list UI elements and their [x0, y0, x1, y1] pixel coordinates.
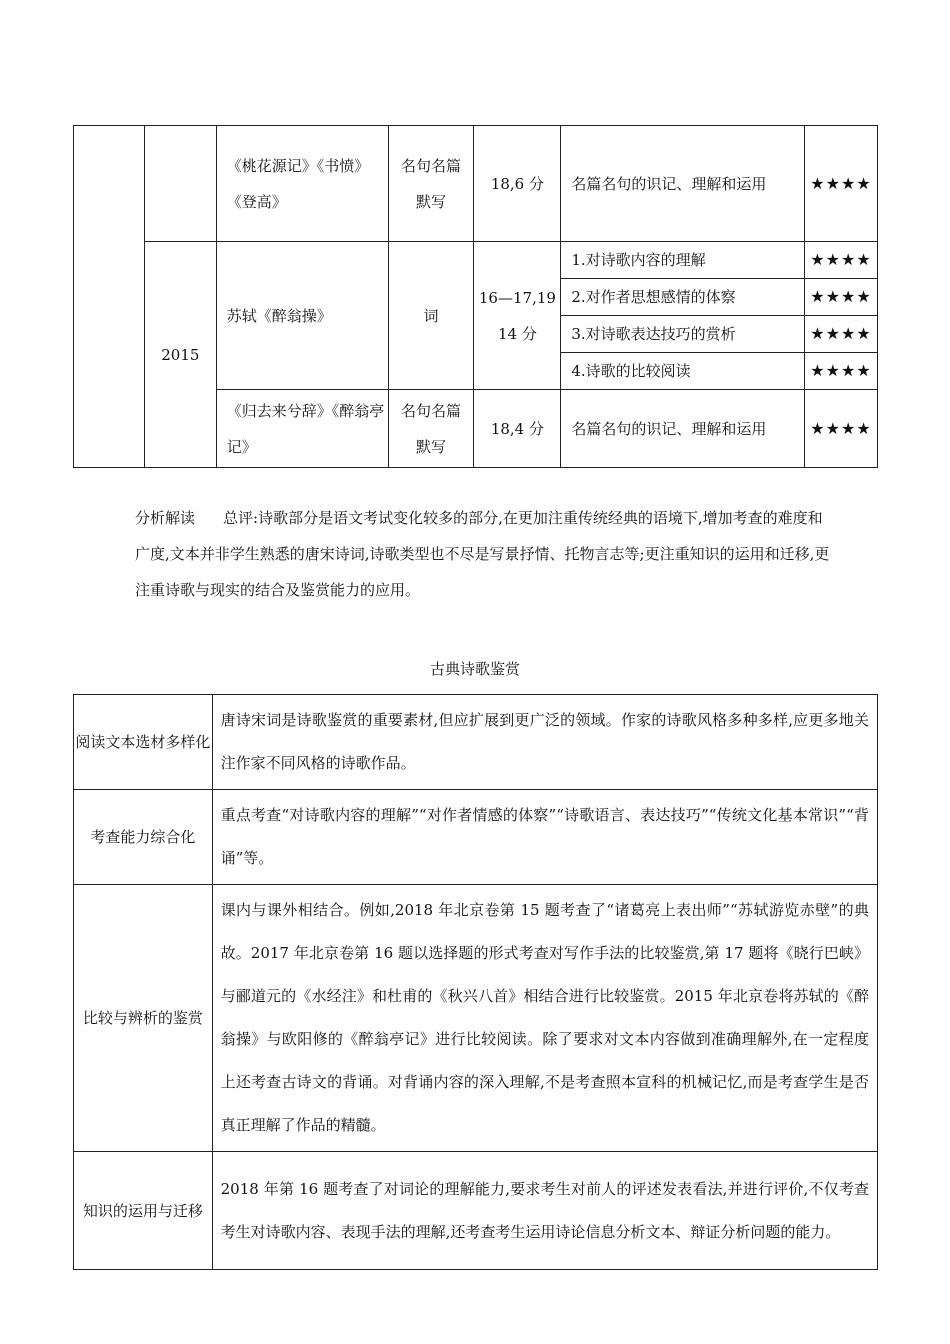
text-cell: 《桃花源记》《书愤》 《登高》 [216, 126, 388, 242]
exam-table [73, 125, 878, 468]
text-cell: 苏轼《醉翁操》 [216, 242, 388, 390]
analysis-paragraph [135, 500, 835, 608]
content-cell: 1.对诗歌内容的理解 [561, 242, 805, 279]
stars-cell: ★★★★ [804, 353, 877, 390]
stars-cell: ★★★★ [804, 126, 877, 242]
content-cell: 名篇名句的识记、理解和运用 [561, 390, 805, 468]
poetry-table [73, 694, 878, 1270]
type-cell: 名句名篇默写 [388, 390, 474, 468]
content-cell: 2.对作者思想感情的体察 [561, 279, 805, 316]
analysis-text: 总评:诗歌部分是语文考试变化较多的部分,在更加注重传统经典的语境下,增加考查的难度和广度,文本并非学生熟悉的唐宋诗词,诗歌类型也不尽是写景抒情、托物言志等;更注重知识的运用和迁移,更注重诗歌与现实的结合及鉴赏能力的应用。 [135, 509, 830, 599]
content-cell: 3.对诗歌表达技巧的赏析 [561, 316, 805, 353]
empty-year-cell [144, 126, 216, 242]
stars-cell: ★★★★ [804, 390, 877, 468]
text-cell: 《归去来兮辞》《醉翁亭记》 [216, 390, 388, 468]
row-heading: 阅读文本选材多样化 [74, 695, 213, 790]
stars-cell: ★★★★ [804, 316, 877, 353]
score-cell: 16—17,19 14 分 [474, 242, 561, 390]
content-cell: 名篇名句的识记、理解和运用 [561, 126, 805, 242]
score-cell: 18,6 分 [474, 126, 561, 242]
type-cell: 词 [388, 242, 474, 390]
row-body: 重点考查“对诗歌内容的理解”“对作者情感的体察”“诗歌语言、表达技巧”“传统文化基本常识”“背诵”等。 [212, 790, 877, 885]
row-body: 唐诗宋词是诗歌鉴赏的重要素材,但应扩展到更广泛的领域。作家的诗歌风格多种多样,应更多地关注作家不同风格的诗歌作品。 [212, 695, 877, 790]
score-cell: 18,4 分 [474, 390, 561, 468]
row-heading: 知识的运用与迁移 [74, 1152, 213, 1270]
row-heading: 考查能力综合化 [74, 790, 213, 885]
stars-cell: ★★★★ [804, 279, 877, 316]
row-heading: 比较与辨析的鉴赏 [74, 885, 213, 1152]
analysis-label: 分析解读 [135, 509, 196, 527]
empty-cell [74, 126, 145, 468]
stars-cell: ★★★★ [804, 242, 877, 279]
row-body: 2018 年第 16 题考查了对词论的理解能力,要求考生对前人的评述发表看法,并进行评价,不仅考查考生对诗歌内容、表现手法的理解,还考查考生运用诗论信息分析文本、辩证分析问题的能力。 [212, 1152, 877, 1270]
row-body: 课内与课外相结合。例如,2018 年北京卷第 15 题考查了“诸葛亮上表出师”“苏轼游览赤壁”的典故。2017 年北京卷第 16 题以选择题的形式考查对写作手法的比较鉴赏,第 17 题将《晓行巴峡》与郦道元的《水经注》和杜甫的《秋兴八首》相结合进行比较鉴赏。2015 年北京卷将苏轼的《醉翁操》与欧阳修的《醉翁亭记》进行比较阅读。除了要求对文本内容做到准确理解外,在一定程度上还考查古诗文的背诵。对背诵内容的深入理解,不是考查照本宣科的机械记忆,而是考查学生是否真正理解了作品的精髓。 [212, 885, 877, 1152]
type-cell: 名句名篇默写 [388, 126, 474, 242]
year-cell: 2015 [144, 242, 216, 468]
content-cell: 4.诗歌的比较阅读 [561, 353, 805, 390]
section-title: 古典诗歌鉴赏 [429, 660, 520, 678]
